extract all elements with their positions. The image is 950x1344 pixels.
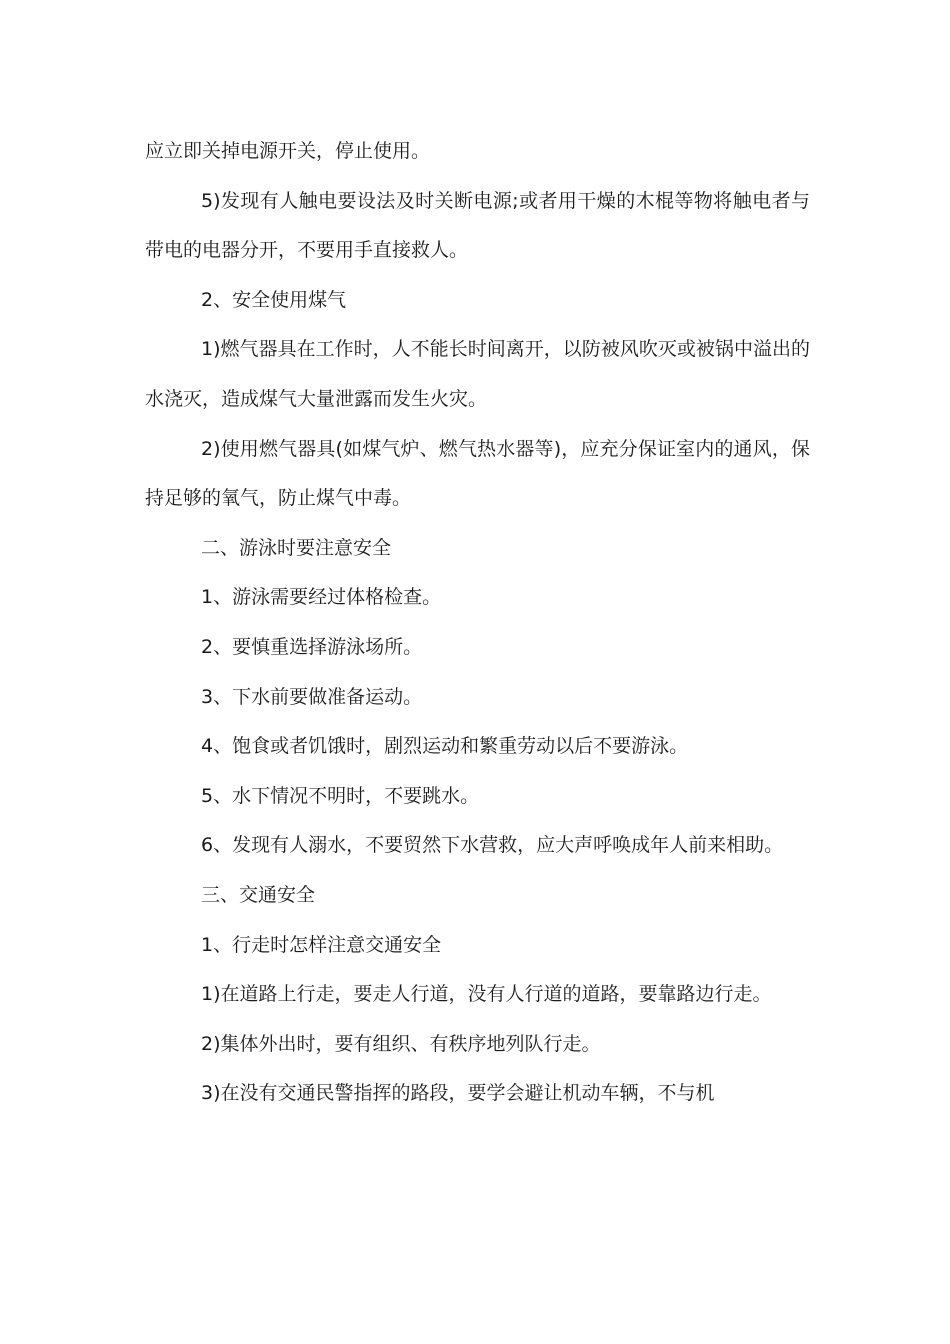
paragraph-11: 5、水下情况不明时，不要跳水。 [201, 784, 480, 807]
paragraph-5: 2)使用燃气器具(如煤气炉、燃气热水器等)，应充分保证室内的通风，保持足够的氧气，防止煤气中毒。 [145, 437, 810, 510]
paragraph-7: 1、游泳需要经过体格检查。 [201, 586, 442, 609]
paragraph-9: 3、下水前要做准备运动。 [201, 685, 423, 708]
paragraph-6: 二、游泳时要注意安全 [201, 536, 392, 559]
paragraph-14: 1、行走时怎样注意交通安全 [201, 933, 442, 956]
paragraph-8: 2、要慎重选择游泳场所。 [201, 635, 423, 658]
paragraph-10: 4、饱食或者饥饿时，剧烈运动和繁重劳动以后不要游泳。 [201, 735, 689, 758]
paragraph-13: 三、交通安全 [201, 883, 316, 906]
paragraph-4: 1)燃气器具在工作时，人不能长时间离开，以防被风吹灭或被锅中溢出的水浇灭，造成煤气大量泄露而发生火灾。 [145, 338, 810, 410]
paragraph-17: 3)在没有交通民警指挥的路段，要学会避让机动车辆，不与机 [201, 1082, 715, 1105]
paragraph-15: 1)在道路上行走，要走人行道，没有人行道的道路，要靠路边行走。 [201, 983, 772, 1006]
document-body [145, 127, 810, 1119]
paragraph-1: 应立即关掉电源开关，停止使用。 [145, 140, 431, 162]
paragraph-2: 5)发现有人触电要设法及时关断电源;或者用干燥的木棍等物将触电者与带电的电器分开，不要用手直接救人。 [145, 189, 810, 262]
paragraph-12: 6、发现有人溺水，不要贸然下水营救，应大声呼唤成年人前来相助。 [201, 834, 784, 857]
paragraph-16: 2)集体外出时，要有组织、有秩序地列队行走。 [201, 1032, 601, 1055]
paragraph-3: 2、安全使用煤气 [201, 288, 347, 311]
